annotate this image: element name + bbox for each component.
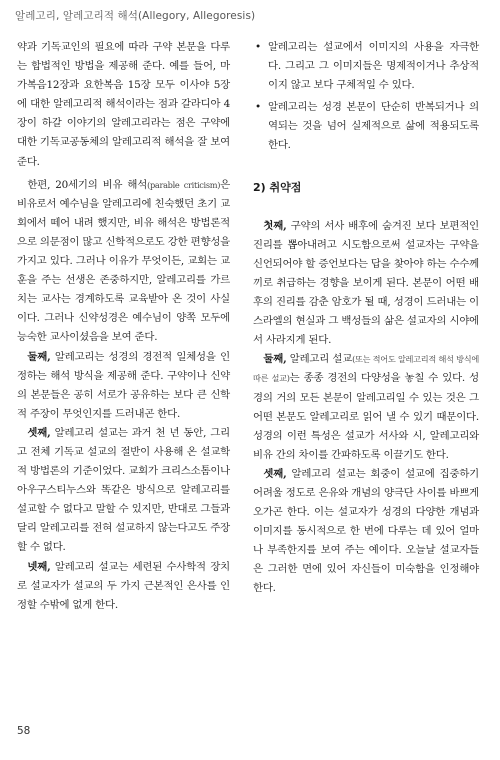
bullet-icon: • (255, 101, 261, 114)
inline-note: (parable criticism) (147, 179, 221, 190)
paragraph-text: 알레고리 설교 (286, 353, 353, 366)
bullet-list (253, 38, 479, 156)
ordinal-keyword: 셋째, (263, 467, 287, 480)
running-header: 알레고리, 알레고리적 해석(Allegory, Allegoresis) (15, 10, 256, 22)
paragraph (253, 465, 479, 599)
ordinal-keyword: 둘째, (263, 353, 287, 366)
paragraph: 약과 기독교인의 필요에 따라 구약 본문을 다루는 합법적인 방법을 제공해 준다. 예를 들어, 마가복음12장과 요한복음 15장 모두 이사야 5장에 대한 알레고리적 해석이라는 점과 갈라디아 4장이 하갈 이야기의 알레고리라는 점은 구약에 대한 기독교공동체의 알레고리적 해석을 잘 보여 준다. (17, 41, 230, 168)
list-item (253, 38, 479, 95)
paragraph-text: 알레고리는 성경의 경전적 일체성을 인정하는 해석 방식을 제공해 준다. 구약이나 신약의 본문들은 공히 서로가 공유하는 보다 큰 신학적 주장이 무엇인지를 드러내곤 한다. (17, 350, 230, 420)
section-heading: 2) 취약점 (253, 180, 302, 194)
paragraph (253, 350, 479, 465)
inline-note: (또는 적어도 알레고리적 해석 방식에 따른 설교) (253, 354, 479, 384)
ordinal-keyword: 첫째, (263, 219, 287, 232)
paragraph (17, 424, 230, 558)
paragraph-text: 알레고리 설교는 세련된 수사학적 장치로 설교자가 설교의 두 가지 근본적인 은사를 인정할 수밖에 없게 한다. (17, 560, 230, 611)
left-column (17, 38, 230, 615)
paragraph (17, 558, 230, 615)
list-item-text: 알레고리는 성경 본문이 단순히 반복되거나 의역되는 것을 넘어 실제적으로 삶에 적용되도록 한다. (268, 101, 479, 152)
ordinal-keyword: 셋째, (27, 426, 51, 439)
paragraph-text: 은 비유로서 예수님을 알레고리에 친숙했던 초기 교회에서 떼어 내려 했지만, 비유 해석은 방법론적으로 의문점이 많고 신학적으로도 강한 편향성을 가지고 있다. 그러나 이유가 무엇이든, 교회는 교훈을 주는 선생은 존중하지만, 알레고리를 가르치는 교사는 경계하도록 교육받아 온 것이 사실이다. 그러나 신약성경은 예수님이 양쪽 모두에 능숙한 교사이셨음을 보여 준다. (17, 178, 230, 344)
paragraph (17, 348, 230, 424)
list-item-text: 알레고리는 설교에서 이미지의 사용을 자극한다. 그리고 그 이미지들은 명제적이거나 추상적이지 않고 보다 구체적일 수 있다. (268, 41, 479, 92)
paragraph-text: 알레고리 설교는 회중이 설교에 집중하기 어려울 정도로 은유와 개념의 양극단 사이를 바쁘게 오가곤 한다. 이는 설교자가 성경의 다양한 개념과 이미지를 동시적으로 한 번에 다루는 데 있어 얼마나 부족한지를 보여 주는 예이다. 오늘날 설교자들은 그러한 면에 있어 자신들이 미숙함을 인정해야 한다. (253, 467, 479, 595)
list-item (253, 98, 479, 155)
bullet-icon: • (255, 41, 261, 53)
paragraph-text: 한편, 20세기의 비유 해석 (27, 178, 148, 191)
ordinal-keyword: 둘째, (27, 350, 51, 363)
ordinal-keyword: 넷째, (27, 560, 51, 573)
paragraph-text: 는 종종 경전의 다양성을 놓칠 수 있다. 성경의 거의 모든 본문이 알레고리일 수 있는 것은 그 어떤 본문도 알레고리로 읽어 낼 수 있기 때문이다. 성경의 이런 특성은 설교가 서사와 시, 알레고리와 비유 간의 차이를 간파하도록 이끌기도 한다. (253, 372, 479, 461)
page-number: 58 (17, 725, 31, 737)
paragraph-text: 알레고리 설교는 과거 천 년 동안, 그리고 전체 기독교 설교의 절반이 사용해 온 설교학적 방법론의 기준이었다. 교회가 크리스소톰이나 아우구스티누스와 똑같은 방식으로 알레고리를 설교할 수 없다고 말할 수 있지만, 반대로 그들과 달리 알레고리를 전혀 설교하지 않는다고도 주장할 수 없다. (17, 426, 230, 554)
right-column (253, 38, 479, 599)
paragraph (253, 217, 479, 351)
paragraph-text: 구약의 서사 배후에 숨겨진 보다 보편적인 진리를 뽑아내려고 시도함으로써 설교자는 구약을 신언되어야 할 증언보다는 답을 찾아야 하는 수수께끼로 취급하는 경향을 보이게 된다. 본문이 어떤 배후의 진리를 감춘 암호가 될 때, 성경이 드러내는 이스라엘의 현실과 그 백성들의 삶은 설교자의 시야에서 사라지게 된다. (253, 219, 479, 347)
paragraph (17, 176, 230, 348)
